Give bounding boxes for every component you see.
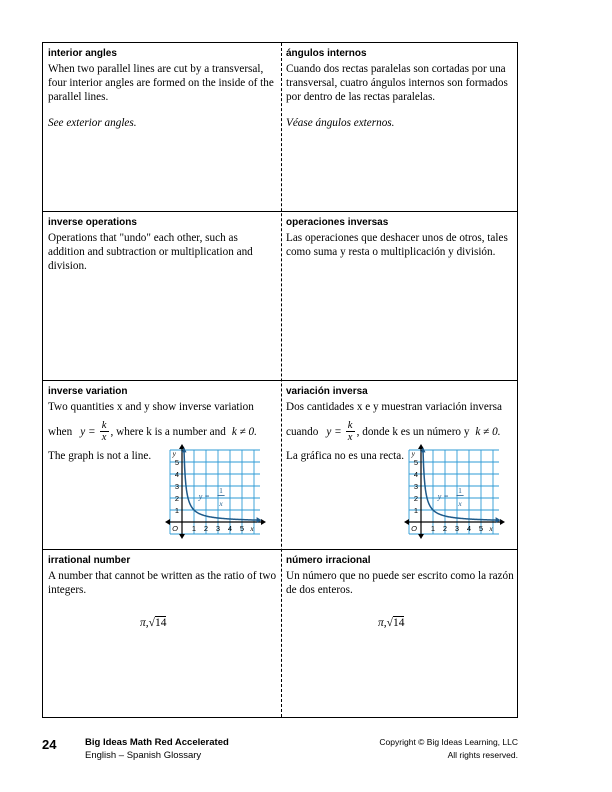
glossary-cell-english (43, 212, 281, 380)
x-tick-label: 3 (454, 524, 460, 533)
x-axis-arrow (165, 519, 170, 525)
glossary-cell-spanish (281, 212, 519, 380)
x-tick-label: 4 (466, 524, 472, 533)
curve-label-denominator: x (458, 498, 462, 508)
sqrt-symbol: √ (148, 617, 155, 629)
equation-line: when y = $\frac{k}{x}$ , where k is a number and k ≠ 0. (48, 420, 257, 443)
glossary-cell-spanish (281, 550, 519, 717)
term-heading: inverse variation (48, 386, 128, 397)
curve-label-denominator: x (219, 498, 223, 508)
origin-label: O (411, 524, 417, 533)
y-tick-label: 3 (413, 482, 418, 491)
term-heading: operaciones inversas (286, 217, 389, 228)
y-tick-label: 2 (413, 494, 418, 503)
y-tick-label: 1 (413, 506, 418, 515)
y-axis-label: y (172, 449, 176, 458)
inverse-variation-graph (163, 444, 268, 540)
equation-lhs: y = (326, 425, 342, 438)
y-tick-label: 1 (174, 506, 179, 515)
term-definition: Operations that "undo" each other, such as addition and subtraction or multiplication and division. (48, 232, 253, 272)
curve-label: y = (198, 492, 210, 502)
x-tick-label: 1 (430, 524, 436, 533)
term-heading: ángulos internos (286, 48, 367, 59)
term-heading: número irracional (286, 555, 371, 566)
term-heading: inverse operations (48, 217, 137, 228)
y-tick-label: 2 (174, 494, 179, 503)
equation-lhs: y = (80, 425, 96, 438)
x-tick-label: 3 (215, 524, 221, 533)
y-tick-label: 4 (174, 470, 179, 479)
glossary-table (42, 42, 518, 718)
graph-note: La gráfica no es una recta. (286, 450, 405, 462)
term-heading: variación inversa (286, 386, 368, 397)
book-title: Big Ideas Math Red Accelerated (85, 737, 229, 748)
page-number: 24 (42, 737, 57, 752)
y-tick-label: 5 (174, 458, 179, 467)
term-definition: Las operaciones que deshacer unos de otros, tales como suma y resta o multiplicación y división. (286, 232, 508, 258)
glossary-cell-english (43, 43, 281, 211)
term-definition: Un número que no puede ser escrito como la razón de dos enteros. (286, 570, 514, 596)
curve-label-numerator: 1 (458, 486, 462, 496)
x-axis-arrow (261, 519, 266, 525)
equation-line: cuando y = $\frac{k}{x}$ , donde k es un número y k ≠ 0. (286, 420, 501, 443)
graph-note: The graph is not a line. (48, 450, 152, 462)
fraction: $\frac{k}{x}$ (100, 420, 109, 443)
see-also: See exterior angles. (48, 117, 137, 129)
irrational-example: π,√14 (140, 617, 167, 629)
y-tick-label: 3 (174, 482, 179, 491)
x-tick-label: 4 (227, 524, 233, 533)
fraction: $\frac{k}{x}$ (346, 420, 355, 443)
see-also: Véase ángulos externos. (286, 117, 395, 129)
x-tick-label: 5 (478, 524, 484, 533)
term-definition: A number that cannot be written as the ratio of two integers. (48, 570, 277, 596)
x-tick-label: 2 (203, 524, 209, 533)
y-axis-arrow (179, 534, 185, 539)
curve-label-numerator: 1 (219, 486, 223, 496)
y-tick-label: 5 (413, 458, 418, 467)
term-definition: Cuando dos rectas paralelas son cortadas por una transversal, cuatro ángulos internos son formados por dentro de las rectas paralelas. (286, 63, 508, 103)
glossary-cell-spanish (281, 43, 519, 211)
inverse-variation-graph (402, 444, 507, 540)
rights-reserved: All rights reserved. (447, 750, 518, 760)
x-axis-label: x (489, 524, 493, 533)
term-heading: interior angles (48, 48, 117, 59)
sqrt-symbol: √ (386, 617, 393, 629)
copyright: Copyright © Big Ideas Learning, LLC (379, 737, 518, 747)
x-tick-label: 2 (442, 524, 448, 533)
x-axis-label: x (250, 524, 254, 533)
irrational-example: π,√14 (378, 617, 405, 629)
term-definition: Dos cantidades x e y muestran variación inversa (286, 401, 502, 413)
term-definition: Two quantities x and y show inverse variation (48, 401, 254, 413)
x-tick-label: 5 (239, 524, 245, 533)
x-tick-label: 1 (191, 524, 197, 533)
y-axis-arrow (418, 534, 424, 539)
glossary-subtitle: English – Spanish Glossary (85, 750, 202, 761)
x-axis-arrow (500, 519, 505, 525)
y-tick-label: 4 (413, 470, 418, 479)
y-axis-label: y (411, 449, 415, 458)
curve-label: y = (437, 492, 449, 502)
x-axis-arrow (404, 519, 409, 525)
term-heading: irrational number (48, 555, 131, 566)
glossary-cell-english (43, 550, 281, 717)
term-definition: When two parallel lines are cut by a transversal, four interior angles are formed on the inside of the parallel lines. (48, 63, 274, 103)
origin-label: O (172, 524, 178, 533)
